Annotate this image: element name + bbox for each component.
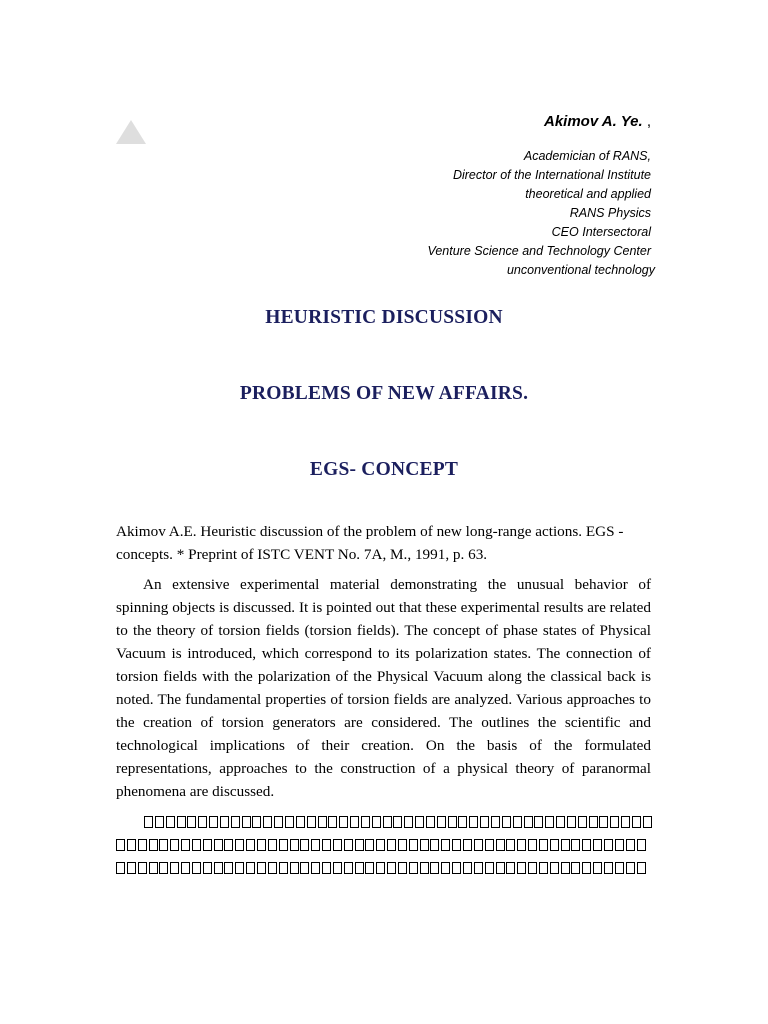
- missing-glyph-box-icon: [626, 862, 635, 874]
- affiliation-line: Venture Science and Technology Center: [427, 244, 651, 258]
- missing-glyph-box-icon: [300, 839, 309, 851]
- missing-glyph-box-icon: [506, 839, 515, 851]
- missing-glyph-box-icon: [393, 816, 402, 828]
- missing-glyph-box-icon: [452, 862, 461, 874]
- missing-glyph-box-icon: [203, 839, 212, 851]
- missing-glyph-box-icon: [539, 839, 548, 851]
- glyph-line: [116, 810, 656, 833]
- missing-glyph-box-icon: [485, 839, 494, 851]
- missing-glyph-box-icon: [224, 839, 233, 851]
- missing-glyph-box-icon: [149, 862, 158, 874]
- missing-glyph-box-icon: [517, 862, 526, 874]
- missing-glyph-box-icon: [318, 816, 327, 828]
- missing-glyph-box-icon: [430, 839, 439, 851]
- missing-glyph-box-icon: [458, 816, 467, 828]
- missing-glyph-box-icon: [376, 839, 385, 851]
- missing-glyph-box-icon: [556, 816, 565, 828]
- missing-glyph-box-icon: [344, 862, 353, 874]
- missing-glyph-box-icon: [430, 862, 439, 874]
- missing-glyph-box-icon: [387, 839, 396, 851]
- missing-glyph-box-icon: [138, 862, 147, 874]
- missing-glyph-box-icon: [192, 862, 201, 874]
- missing-glyph-box-icon: [224, 862, 233, 874]
- missing-glyph-box-icon: [496, 862, 505, 874]
- heading-problems-new-affairs: PROBLEMS OF NEW AFFAIRS.: [239, 383, 529, 404]
- missing-glyph-box-icon: [409, 839, 418, 851]
- missing-glyph-box-icon: [534, 816, 543, 828]
- missing-glyph-box-icon: [404, 816, 413, 828]
- missing-glyph-box-icon: [480, 816, 489, 828]
- missing-glyph-box-icon: [311, 839, 320, 851]
- missing-glyph-box-icon: [420, 839, 429, 851]
- missing-glyph-box-icon: [181, 839, 190, 851]
- missing-glyph-box-icon: [296, 816, 305, 828]
- missing-glyph-box-icon: [116, 862, 125, 874]
- missing-glyph-box-icon: [322, 839, 331, 851]
- missing-glyph-box-icon: [452, 839, 461, 851]
- missing-glyph-box-icon: [593, 862, 602, 874]
- missing-glyph-box-icon: [506, 862, 515, 874]
- missing-glyph-box-icon: [372, 816, 381, 828]
- missing-glyph-box-icon: [268, 862, 277, 874]
- missing-glyph-box-icon: [448, 816, 457, 828]
- missing-glyph-box-icon: [599, 816, 608, 828]
- missing-glyph-box-icon: [463, 839, 472, 851]
- missing-glyph-box-icon: [383, 816, 392, 828]
- missing-glyph-box-icon: [561, 839, 570, 851]
- triangle-logo-icon: [115, 119, 147, 145]
- missing-glyph-box-icon: [539, 862, 548, 874]
- missing-glyph-box-icon: [235, 839, 244, 851]
- missing-glyph-box-icon: [187, 816, 196, 828]
- missing-glyph-box-icon: [643, 816, 652, 828]
- missing-glyph-box-icon: [502, 816, 511, 828]
- missing-glyph-box-icon: [496, 839, 505, 851]
- missing-glyph-box-icon: [268, 839, 277, 851]
- missing-glyph-box-icon: [589, 816, 598, 828]
- missing-glyph-box-icon: [144, 816, 153, 828]
- missing-glyph-box-icon: [279, 862, 288, 874]
- missing-glyph-box-icon: [365, 862, 374, 874]
- missing-glyph-box-icon: [333, 862, 342, 874]
- missing-glyph-box-icon: [242, 816, 251, 828]
- missing-glyph-box-icon: [279, 839, 288, 851]
- missing-glyph-box-icon: [578, 816, 587, 828]
- missing-glyph-box-icon: [116, 839, 125, 851]
- missing-glyph-box-icon: [528, 839, 537, 851]
- missing-glyph-box-icon: [235, 862, 244, 874]
- author-name-suffix: ,: [642, 113, 651, 130]
- missing-glyph-box-icon: [192, 839, 201, 851]
- missing-glyph-box-icon: [220, 816, 229, 828]
- missing-glyph-box-icon: [181, 862, 190, 874]
- missing-glyph-box-icon: [610, 816, 619, 828]
- heading-heuristic-discussion: HEURISTIC DISCUSSION: [265, 307, 503, 328]
- missing-glyph-box-icon: [257, 839, 266, 851]
- missing-glyph-box-icon: [290, 839, 299, 851]
- missing-glyph-box-icon: [361, 816, 370, 828]
- missing-glyph-box-icon: [203, 862, 212, 874]
- glyph-line: [116, 856, 656, 879]
- missing-glyph-box-icon: [441, 862, 450, 874]
- missing-glyph-box-icon: [604, 839, 613, 851]
- missing-glyph-box-icon: [420, 862, 429, 874]
- missing-glyph-box-icon: [571, 839, 580, 851]
- missing-glyph-box-icon: [474, 862, 483, 874]
- missing-glyph-box-icon: [491, 816, 500, 828]
- missing-glyph-box-icon: [376, 862, 385, 874]
- logo-triangle-shape: [116, 120, 146, 144]
- missing-glyph-box-icon: [214, 839, 223, 851]
- missing-glyph-box-icon: [246, 862, 255, 874]
- missing-glyph-box-icon: [322, 862, 331, 874]
- missing-glyph-box-icon: [387, 862, 396, 874]
- missing-glyph-box-icon: [593, 839, 602, 851]
- missing-glyph-box-icon: [545, 816, 554, 828]
- author-name-line: [427, 113, 651, 131]
- missing-glyph-box-icon: [170, 862, 179, 874]
- affiliation-line: Director of the International Institute: [452, 168, 651, 182]
- missing-glyph-box-icon: [246, 839, 255, 851]
- affiliation-line: RANS Physics: [569, 206, 651, 220]
- missing-glyph-box-icon: [517, 839, 526, 851]
- missing-glyph-box-icon: [571, 862, 580, 874]
- missing-glyph-box-icon: [355, 862, 364, 874]
- affiliation-line: theoretical and applied: [525, 187, 651, 201]
- missing-glyph-box-icon: [524, 816, 533, 828]
- missing-glyph-box-icon: [339, 816, 348, 828]
- missing-glyph-box-icon: [127, 862, 136, 874]
- missing-glyph-box-icon: [615, 839, 624, 851]
- missing-glyph-box-icon: [333, 839, 342, 851]
- missing-glyph-box-icon: [615, 862, 624, 874]
- missing-glyph-box-icon: [209, 816, 218, 828]
- missing-glyph-box-icon: [159, 839, 168, 851]
- missing-glyph-box-icon: [257, 862, 266, 874]
- missing-glyph-box-icon: [290, 862, 299, 874]
- affiliation-line: CEO Intersectoral: [551, 225, 651, 239]
- missing-glyph-box-icon: [463, 862, 472, 874]
- missing-glyph-box-icon: [285, 816, 294, 828]
- missing-glyph-box-icon: [604, 862, 613, 874]
- missing-glyph-box-icon: [561, 862, 570, 874]
- missing-glyph-box-icon: [582, 862, 591, 874]
- missing-glyph-box-icon: [469, 816, 478, 828]
- missing-glyph-box-icon: [198, 816, 207, 828]
- missing-glyph-box-icon: [632, 816, 641, 828]
- missing-glyph-box-icon: [582, 839, 591, 851]
- missing-glyph-box-icon: [344, 839, 353, 851]
- missing-glyph-box-icon: [637, 839, 646, 851]
- missing-glyph-box-icon: [252, 816, 261, 828]
- missing-glyph-box-icon: [177, 816, 186, 828]
- missing-glyph-box-icon: [409, 862, 418, 874]
- unrendered-glyph-paragraph: [116, 810, 656, 879]
- glyph-line: [116, 833, 656, 856]
- missing-glyph-box-icon: [155, 816, 164, 828]
- missing-glyph-box-icon: [437, 816, 446, 828]
- missing-glyph-box-icon: [263, 816, 272, 828]
- author-name: Akimov A. Ye.: [544, 113, 643, 130]
- missing-glyph-box-icon: [127, 839, 136, 851]
- citation-paragraph: Akimov A.E. Heuristic discussion of the problem of new long-range actions. EGS - concepts. * Preprint of ISTC VENT No. 7A, M., 1991, p. 63.: [116, 523, 624, 563]
- missing-glyph-box-icon: [441, 839, 450, 851]
- missing-glyph-box-icon: [166, 816, 175, 828]
- missing-glyph-box-icon: [311, 862, 320, 874]
- missing-glyph-box-icon: [398, 862, 407, 874]
- abstract-paragraph: An extensive experimental material demonstrating the unusual behavior of spinning objects is discussed. It is pointed out that these experimental results are related to the theory of torsion fields (torsion fields). The concept of phase states of Physical Vacuum is introduced, which correspond to its polarization states. The connection of torsion fields with the polarization of the Physical Vacuum along the classical back is noted. The fundamental properties of torsion fields are analyzed. Various approaches to the creation of torsion generators are considered. The outlines the scientific and technological implications of their creation. On the basis of the formulated representations, approaches to the construction of a physical theory of paranormal phenomena are discussed.: [116, 576, 651, 800]
- missing-glyph-box-icon: [231, 816, 240, 828]
- missing-glyph-box-icon: [365, 839, 374, 851]
- missing-glyph-box-icon: [513, 816, 522, 828]
- missing-glyph-box-icon: [170, 839, 179, 851]
- missing-glyph-box-icon: [159, 862, 168, 874]
- missing-glyph-box-icon: [274, 816, 283, 828]
- missing-glyph-box-icon: [621, 816, 630, 828]
- missing-glyph-box-icon: [138, 839, 147, 851]
- missing-glyph-box-icon: [567, 816, 576, 828]
- missing-glyph-box-icon: [398, 839, 407, 851]
- affiliation-line: Academician of RANS,: [523, 149, 651, 163]
- missing-glyph-box-icon: [350, 816, 359, 828]
- missing-glyph-box-icon: [307, 816, 316, 828]
- missing-glyph-box-icon: [474, 839, 483, 851]
- missing-glyph-box-icon: [415, 816, 424, 828]
- missing-glyph-box-icon: [214, 862, 223, 874]
- heading-egs-concept: EGS- CONCEPT: [309, 459, 459, 480]
- missing-glyph-box-icon: [426, 816, 435, 828]
- missing-glyph-box-icon: [328, 816, 337, 828]
- missing-glyph-box-icon: [550, 839, 559, 851]
- affiliation-line: unconventional technology: [506, 263, 655, 277]
- missing-glyph-box-icon: [626, 839, 635, 851]
- missing-glyph-box-icon: [485, 862, 494, 874]
- missing-glyph-box-icon: [528, 862, 537, 874]
- missing-glyph-box-icon: [355, 839, 364, 851]
- author-block: [427, 113, 655, 280]
- missing-glyph-box-icon: [149, 839, 158, 851]
- missing-glyph-box-icon: [300, 862, 309, 874]
- missing-glyph-box-icon: [637, 862, 646, 874]
- missing-glyph-box-icon: [550, 862, 559, 874]
